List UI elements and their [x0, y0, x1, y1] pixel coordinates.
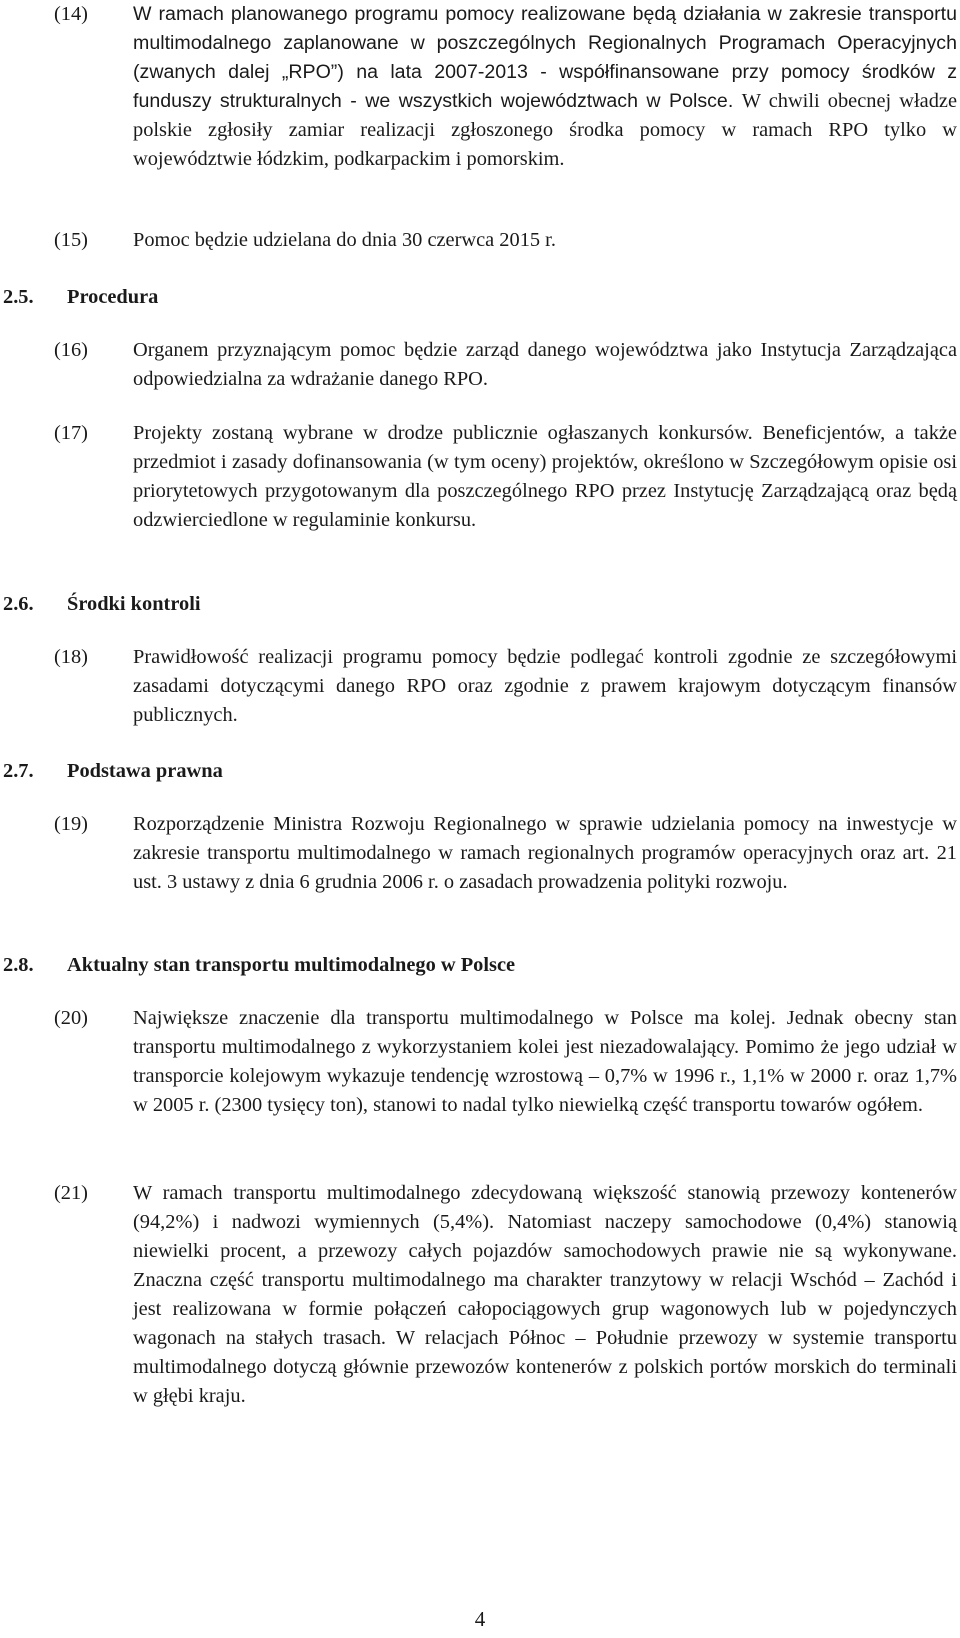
- paragraph-text: [133, 0, 957, 174]
- page-number: 4: [474, 1607, 486, 1631]
- paragraph-text: Rozporządzenie Ministra Rozwoju Regionalnego w sprawie udzielania pomocy na inwestycje w zakresie transportu multimodalnego w ramach regionalnych programów operacyjnych oraz art. 21 ust. 3 ustawy z dnia 6 grudnia 2006 r. o zasadach prowadzenia polityki rozwoju.: [133, 813, 957, 893]
- section-title: Środki kontroli: [67, 593, 201, 615]
- paragraph-number: (19): [54, 813, 88, 835]
- paragraph-text: Prawidłowość realizacji programu pomocy będzie podlegać kontroli zgodnie ze szczegółowymi zasadami dotyczącymi danego RPO oraz zgodnie z prawem krajowym dotyczącym finansów publicznych.: [133, 646, 957, 726]
- paragraph-number: (20): [54, 1007, 88, 1029]
- paragraph-text: W ramach transportu multimodalnego zdecydowaną większość stanowią przewozy kontenerów (94,2%) i nadwozi wymiennych (5,4%). Natomiast naczepy samochodowe (0,4%) stanowią niewielki procent, a przewozy całych pojazdów samochodowych prawie nie są wykonywane. Znaczna część transportu multimodalnego ma charakter tranzytowy w relacji Wschód – Zachód i jest realizowana w formie połączeń całopociągowych grup wagonowych lub w pojedynczych wagonach na stałych trasach. W relacjach Północ – Południe przewozy w systemie transportu multimodalnego dotyczą głównie przewozów kontenerów z polskich portów morskich do terminali w głębi kraju.: [133, 1182, 957, 1407]
- paragraph-text-part: W ramach planowanego programu pomocy realizowane będą działania w zakresie transportu multimodalnego zaplanowane w poszczególnych Regionalnych Programach Operacyjnych (zwanych dalej „RPO”) na lata 2007-2013 - współfinansowane przy pomocy środków z funduszy strukturalnych - we wszystkich województwach w Polsce.: [133, 3, 957, 112]
- paragraph-number: (15): [54, 229, 88, 251]
- section-title: Aktualny stan transportu multimodalnego w Polsce: [67, 954, 516, 976]
- paragraph-number: (21): [54, 1182, 88, 1204]
- paragraph-text: Pomoc będzie udzielana do dnia 30 czerwca 2015 r.: [133, 229, 556, 251]
- paragraph-number: (14): [54, 3, 88, 25]
- section-number: 2.5.: [3, 286, 34, 308]
- section-title: Procedura: [67, 286, 159, 308]
- section-number: 2.8.: [3, 954, 34, 976]
- paragraph-number: (17): [54, 422, 88, 444]
- section-number: 2.6.: [3, 593, 34, 615]
- section-number: 2.7.: [3, 760, 34, 782]
- paragraph-text: Największe znaczenie dla transportu multimodalnego w Polsce ma kolej. Jednak obecny stan transportu multimodalnego z wykorzystaniem kolei jest niezadowalający. Pomimo że jego udział w transporcie kolejowym wykazuje tendencję wzrostową – 0,7% w 1996 r., 1,1% w 2000 r. oraz 1,7% w 2005 r. (2300 tysięcy ton), stanowi to nadal tylko niewielką część transportu towarów ogółem.: [133, 1007, 957, 1116]
- paragraph-text: Organem przyznającym pomoc będzie zarząd danego województwa jako Instytucja Zarządzająca odpowiedzialna za wdrażanie danego RPO.: [133, 339, 957, 390]
- paragraph-text: Projekty zostaną wybrane w drodze publicznie ogłaszanych konkursów. Beneficjentów, a także przedmiot i zasady dofinansowania (w tym oceny) projektów, określono w Szczegółowym opisie osi priorytetowych przygotowanym dla poszczególnego RPO przez Instytucję Zarządzającą oraz będą odzwierciedlone w regulaminie konkursu.: [133, 422, 957, 531]
- paragraph-number: (16): [54, 339, 88, 361]
- section-title: Podstawa prawna: [67, 760, 223, 782]
- paragraph-text-part: W chwili obecnej władze polskie zgłosiły zamiar realizacji zgłoszonego środka pomocy w ramach RPO tylko w województwie łódzkim, podkarpackim i pomorskim.: [133, 90, 957, 170]
- paragraph-number: (18): [54, 646, 88, 668]
